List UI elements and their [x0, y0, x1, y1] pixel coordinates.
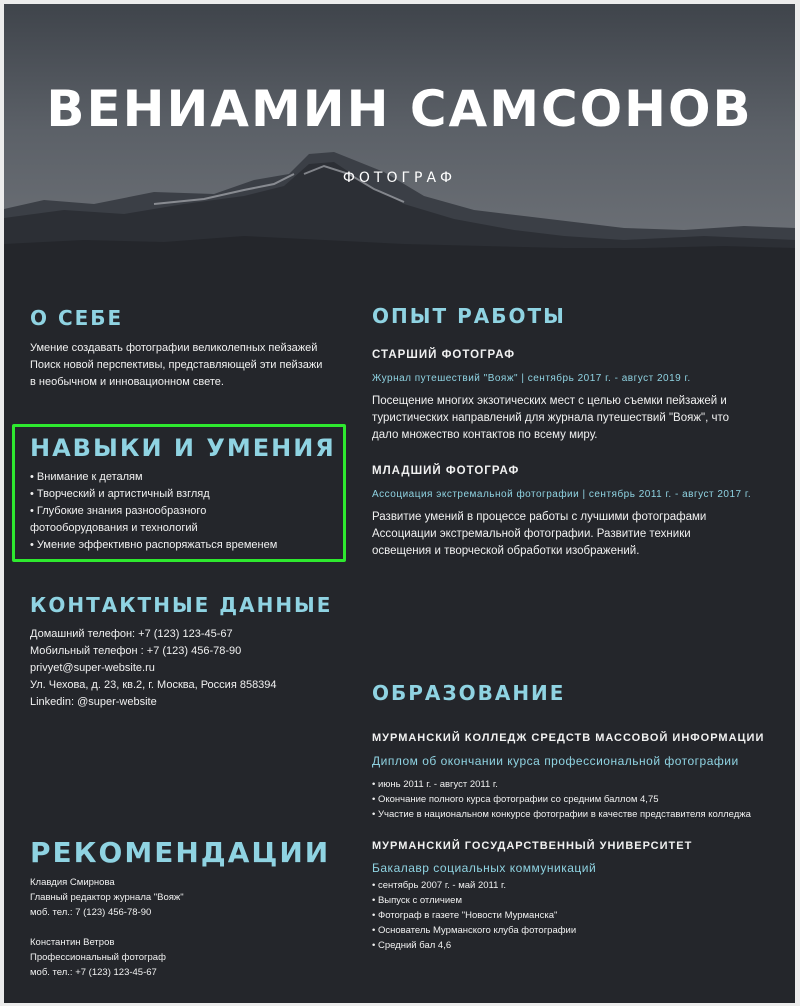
- list-item: • июнь 2011 г. - август 2011 г.: [372, 779, 498, 790]
- candidate-name: ВЕНИАМИН САМСОНОВ: [46, 80, 753, 138]
- skills-heading: НАВЫКИ И УМЕНИЯ: [30, 434, 336, 462]
- reference-phone: моб. тел.: +7 (123) 123-45-67: [30, 967, 157, 978]
- school-degree: Диплом об окончании курса профессиональной фотографии: [372, 754, 739, 768]
- job-meta: Журнал путешествий "Вояж" | сентябрь 2017 г. - август 2019 г.: [372, 373, 691, 384]
- reference-phone: моб. тел.: 7 (123) 456-78-90: [30, 907, 152, 918]
- email-link[interactable]: privyet@super-website.ru: [30, 662, 155, 674]
- contacts-heading: КОНТАКТНЫЕ ДАННЫЕ: [30, 593, 333, 617]
- header-banner: [4, 4, 795, 260]
- list-item: • Глубокие знания разнообразного: [30, 505, 207, 517]
- job-description: Посещение многих экзотических мест с целью съемки пейзажей и туристических направлений для журнала путешествий "Вояж", что дало множество контактов по всему миру.: [372, 395, 730, 441]
- linkedin-link[interactable]: Linkedin: @super-website: [30, 696, 157, 708]
- references-list: [30, 875, 184, 980]
- job-title: СТАРШИЙ ФОТОГРАФ: [372, 349, 516, 361]
- candidate-title: ФОТОГРАФ: [342, 170, 457, 186]
- contacts-list: [30, 626, 277, 711]
- reference-position: Профессиональный фотограф: [30, 952, 166, 963]
- list-item: • Выпуск с отличием: [372, 895, 462, 906]
- list-item: • сентябрь 2007 г. - май 2011 г.: [372, 880, 506, 891]
- school-name: МУРМАНСКИЙ КОЛЛЕДЖ СРЕДСТВ МАССОВОЙ ИНФОРМАЦИИ: [372, 732, 765, 744]
- skills-list: [30, 469, 277, 554]
- school-name: МУРМАНСКИЙ ГОСУДАРСТВЕННЫЙ УНИВЕРСИТЕТ: [372, 840, 693, 852]
- list-item: • Основатель Мурманского клуба фотографии: [372, 925, 577, 936]
- education-heading: ОБРАЗОВАНИЕ: [372, 681, 566, 705]
- school-details: [372, 777, 751, 822]
- job-description: Развитие умений в процессе работы с лучшими фотографами Ассоциации экстремальной фотографии. Развитие техники освещения и творческой обработки изображений.: [372, 511, 707, 557]
- home-phone: Домашний телефон: +7 (123) 123-45-67: [30, 628, 233, 640]
- resume-page: [4, 4, 795, 1003]
- about-heading: О СЕБЕ: [30, 306, 124, 330]
- references-heading: РЕКОМЕНДАЦИИ: [30, 836, 331, 869]
- list-item: • Фотограф в газете "Новости Мурманска": [372, 910, 558, 921]
- about-text: Умение создавать фотографии великолепных пейзажей Поиск новой перспективы, представляющей эти пейзажи в необычном и инновационном свете.: [30, 342, 323, 388]
- job-title: МЛАДШИЙ ФОТОГРАФ: [372, 465, 520, 477]
- reference-position: Главный редактор журнала "Вояж": [30, 892, 184, 903]
- mobile-phone: Мобильный телефон : +7 (123) 456-78-90: [30, 645, 242, 657]
- list-item: • Участие в национальном конкурсе фотографии в качестве представителя колледжа: [372, 809, 751, 820]
- reference-name: Константин Ветров: [30, 937, 115, 948]
- list-item: • Творческий и артистичный взгляд: [30, 488, 210, 500]
- list-item: • Умение эффективно распоряжаться временем: [30, 539, 278, 551]
- experience-heading: ОПЫТ РАБОТЫ: [372, 304, 566, 328]
- school-degree: Бакалавр социальных коммуникаций: [372, 861, 597, 875]
- reference-name: Клавдия Смирнова: [30, 877, 115, 888]
- list-item: • Средний бал 4,6: [372, 940, 452, 951]
- school-details: [372, 878, 576, 953]
- list-item: • Окончание полного курса фотографии со средним баллом 4,75: [372, 794, 659, 805]
- job-meta: Ассоциация экстремальной фотографии | сентябрь 2011 г. - август 2017 г.: [372, 489, 752, 500]
- address: Ул. Чехова, д. 23, кв.2, г. Москва, Россия 858394: [30, 679, 277, 691]
- list-item: • Внимание к деталям: [30, 471, 143, 483]
- list-item: фотооборудования и технологий: [30, 522, 198, 534]
